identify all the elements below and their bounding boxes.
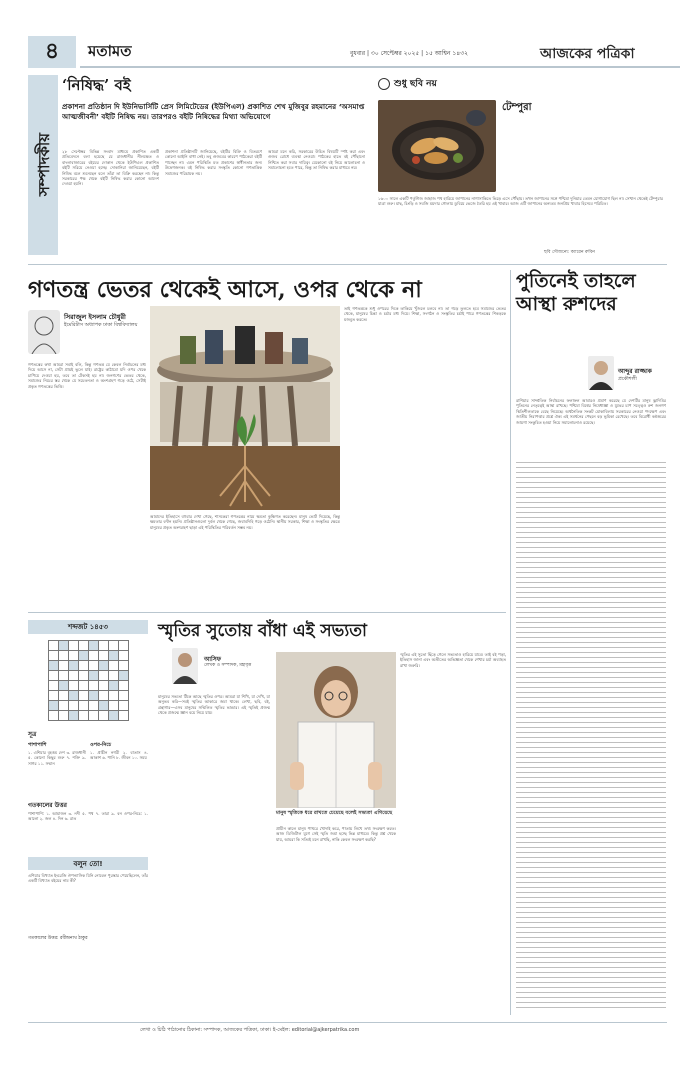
header-rule — [80, 66, 680, 68]
header-date: বুধবার | ৩০ সেপ্টেম্বর ২০২৫ | ১৫ আশ্বিন ১৪৩২ — [350, 50, 468, 57]
main-author-role: ইমেরিটাস অধ্যাপক ঢাকা বিশ্ববিদ্যালয় — [64, 322, 138, 328]
photo-feature-title: টেম্পুরা — [502, 102, 532, 113]
second-author-name: আসিফ — [204, 656, 222, 663]
tempura-photo — [378, 100, 496, 192]
bolun-to-answer: গতকালের উত্তর: রবীন্দ্রনাথ ঠাকুর — [28, 936, 88, 941]
main-author-box — [28, 306, 138, 360]
answers-text: পাশাপাশি: ১. আমাজন ৩. নদী ৫. পথ ৭. তারা ৯. বন ওপর-নিচে: ১. আলো ২. জল ৪. দিন ৬. রাত — [28, 811, 148, 822]
editorial-body-col-2: প্রকাশনা প্রতিষ্ঠানটি জানিয়েছে, বইটির বিক্রি ও বিতরণে কোনো আইনি বাধা নেই। তবু গুজবের কারণে পাঠকেরা বইটি পাচ্ছেন না। এমন পরিস্থিতি মত প্রকাশের স্বাধীনতার জন্য উদ্বেগজনক। বই নিষিদ্ধ করার সংস্কৃতি কোনো গণতান্ত্রিক সমাজের পরিচায়ক নয়। — [165, 149, 262, 176]
bolun-to-title-bar — [28, 857, 148, 870]
crossword-title: শব্দজট ১৪৫৩ — [68, 623, 108, 631]
down-heading: ওপর-নিচে — [90, 742, 112, 748]
main-body-col-1: গণতন্ত্রের কথা আমরা সবাই বলি, কিন্তু গণতন্ত্র যে কেবল নির্বাচনের মধ্য দিয়ে আসে না, সেটা প্রায়ই ভুলে যাই। রাষ্ট্রের কাঠামো যদি ওপর থেকে চাপিয়ে দেওয়া হয়, তবে তা টেকসই হয় না। জনগণের ভেতর থেকে, সমাজের নিচের স্তর থেকে যে সচেতনতা ও অংশগ্রহণ গড়ে ওঠে, সেটাই প্রকৃত গণতন্ত্রের ভিত্তি। — [28, 362, 146, 389]
second-author-photo — [172, 648, 198, 684]
sidebar-label: সম্পাদকীয় — [34, 133, 53, 197]
right-body: রাশিয়ার সাম্প্রতিক নির্বাচনের ফলাফল আবারও প্রমাণ করেছে যে দেশটির মানুষ ভ্লাদিমির পুতিনের নেতৃত্বেই আস্থা রাখছে। পশ্চিমা বিশ্বের নিষেধাজ্ঞা ও যুদ্ধের চাপ সত্ত্বেও রুশ জনগণ স্থিতিশীলতাকে বেছে নিয়েছে। অর্থনৈতিক সংকট মোকাবিলায় সরকারের নেওয়া পদক্ষেপ এবং জাতীয় নিরাপত্তার প্রশ্নে ঐক্য এই সমর্থনের পেছনে বড় ভূমিকা রেখেছে। তবে বিরোধী কণ্ঠস্বরের জায়গা সংকুচিত হওয়া নিয়ে সমালোচনাও রয়েছে। — [516, 398, 666, 425]
second-body-col-2: প্রাচীন কালে মানুষ পাথরে খোদাই করে, পাতায় লিখে তথ্য সংরক্ষণ করত। আজ ডিজিটাল যুগে সেই স্মৃতি জমা হচ্ছে ভিন্ন মাধ্যমে। কিন্তু প্রশ্ন থেকে যায়, আমরা কি সত্যিই মনে রাখছি, নাকি কেবল সংরক্ষণ করছি? — [276, 826, 396, 842]
crossword-grid[interactable] — [48, 640, 129, 721]
editorial-body-col-3: আমরা মনে করি, সরকারের উচিত বিষয়টি স্পষ্ট করা এবং গুজব রোধে ব্যবস্থা নেওয়া। পাঠকের হাতে বই পৌঁছানো নিশ্চিত করা সবার দায়িত্ব। যেকোনো বই নিয়ে আলোচনা ও সমালোচনা হতে পারে, কিন্তু তা নিষিদ্ধ করার মাধ্যমে নয়। — [268, 149, 365, 171]
section-divider-1 — [28, 264, 667, 265]
main-illustration — [150, 306, 340, 510]
main-headline: গণতন্ত্র ভেতর থেকেই আসে, ওপর থেকে না — [28, 277, 422, 303]
editorial-body-col-1: ২৮ সেপ্টেম্বর বিভিন্ন সংবাদ মাধ্যমে প্রকাশিত একটি প্রতিবেদনে বলা হয়েছে যে রাজধানীর নীলক্ষেত ও বাংলাবাজারের বইয়ের দোকান থেকে ইউপিএল প্রকাশিত বইটি সরিয়ে নেওয়া হচ্ছে। দোকানিরা জানিয়েছেন, বইটি নিষিদ্ধ বলে শুনেছেন বলে তাঁরা তা বিক্রি করছেন না। কিন্তু সরকারের পক্ষ থেকে বইটি নিষিদ্ধ করার কোনো আদেশ দেওয়া হয়নি। — [62, 149, 159, 187]
crossword-title-bar — [28, 620, 148, 634]
right-column — [516, 270, 668, 1020]
right-headline: পুতিনেই তাহলে আস্থা রুশদের — [516, 270, 636, 315]
bolun-to-title: বলুন তো! — [73, 859, 103, 868]
column-divider-right — [510, 270, 511, 1015]
clues-heading: সূত্র — [28, 731, 37, 738]
author-portrait-sketch — [28, 310, 60, 354]
bolun-to-body: এশিয়ার বিখ্যাত ইংরেজি ঔপন্যাসিক যিনি নোবেল পুরস্কার পেয়েছিলেন, তাঁর একটি বিখ্যাত বইয়ের নাম কী? — [28, 873, 148, 884]
right-author-role: প্রকৌশলী — [618, 376, 637, 382]
second-headline: স্মৃতির সুতোয় বাঁধা এই সভ্যতা — [158, 621, 367, 641]
second-author-portrait — [172, 648, 198, 684]
photo-credit: ছবি সৌজন্যে: ক্যারেন রুবিন — [544, 250, 595, 255]
right-author-photo — [588, 356, 614, 390]
tempura-plate-illustration — [378, 100, 496, 192]
second-photo — [276, 652, 396, 808]
photo-feature — [372, 74, 667, 260]
right-author-portrait — [588, 356, 614, 390]
masthead-logo: আজকের পত্রিকা — [540, 46, 635, 62]
camera-icon — [378, 78, 390, 90]
right-body-continued — [516, 462, 666, 1012]
footer-text: লেখা ও চিঠি পাঠানোর ঠিকানা: সম্পাদক, আজকের পত্রিকা, ঢাকা। ই-মেইল: editorial@ajkerpatrika.com — [140, 1027, 360, 1033]
editorial-subtitle: প্রকাশনা প্রতিষ্ঠান দি ইউনিভার্সিটি প্রেস লিমিটেডের (ইউপিএল) প্রকাশিত শেখ মুজিবুর রহমানের ‘অসমাপ্ত আত্মজীবনী’ বইটি নিষিদ্ধ নয়। তারপরও বইটি নিষিদ্ধের মিথ্যা অভিযোগে — [62, 102, 365, 121]
second-body-col-3: স্মৃতির এই সুতো ছিঁড়ে গেলে সভ্যতাও হারিয়ে যাবে। তাই বই পড়া, ইতিহাস জানা এবং অতীতের অভিজ্ঞতা থেকে শেখার চর্চা অব্যাহত রাখা জরুরি। — [400, 652, 506, 668]
crossword-box — [28, 620, 148, 1015]
down-clues: ১. প্রাচীন নগরী ২. বাতাস ৪. আকাশ ৬. পানি ৮. জীবন ১০. সময় — [90, 750, 148, 761]
across-heading: পাশাপাশি — [28, 742, 47, 748]
author-portrait — [28, 310, 60, 354]
second-author-role: লেখক ও সম্পাদক, মহাবৃত্ত — [204, 663, 252, 668]
footer-rule — [28, 1022, 667, 1023]
editorial-section — [62, 74, 367, 260]
woman-with-book-photo — [276, 652, 396, 808]
answers-heading: গতকালের উত্তর — [28, 802, 67, 809]
second-body-col-1: মানুষের সভ্যতা টিকে আছে স্মৃতির ওপর। আমরা যা শিখি, যা দেখি, যা অনুভব করি—সবই স্মৃতির আকারে জমা থাকে। লেখা, ছবি, বই, গ্রন্থাগার—এসব মানুষের সম্মিলিত স্মৃতির ভান্ডার। এই স্মৃতিই প্রজন্ম থেকে প্রজন্মে জ্ঞান বয়ে নিয়ে যায়। — [158, 694, 270, 716]
page-number-box — [28, 36, 76, 68]
page-number: ৪ — [44, 38, 60, 64]
right-author-name: আব্দুর রাজ্জাক — [618, 368, 652, 375]
section-name: মতামত — [88, 42, 132, 60]
main-author-name: সিরাজুল ইসলাম চৌধুরী — [64, 313, 126, 321]
across-clues: ১. এশিয়ার বৃহত্তম দেশ ৩. রাজধানী ৫. কোনো কিছুর শুরু ৭. শক্তি ৯. সাগর ১১. সম্মান — [28, 750, 86, 766]
photo-feature-body: ১৬০০ সালে একটি পর্তুগিজ জাহাজ পথ হারিয়ে জাপানের নাগাসাকিতে ভিড়ে এসে পৌঁছায়। তখন জাপানের সঙ্গে পশ্চিমা দুনিয়ার তেমন যোগাযোগ ছিল না। সেখান থেকেই টেম্পুরার যাত্রা শুরু। মাছ, চিংড়ি ও সবজি ময়দার গোলায় ডুবিয়ে ভেজে তৈরি হয় এই খাবার। আজ এটি জাপানের অন্যতম জনপ্রিয় খাবার হিসেবে পরিচিত। — [378, 196, 663, 207]
photo-feature-tag: শুধু ছবি নয় — [378, 76, 437, 91]
second-author-box — [158, 648, 268, 692]
editorial-sidebar — [28, 75, 58, 255]
main-body-col-3: তাই গণতন্ত্রকে শুধু ওপরের দিকে তাকিয়ে খুঁজলে চলবে না। তা গড়ে তুলতে হবে সমাজের ভেতর থেকে, মানুষের চিন্তা ও চর্চার মধ্য দিয়ে। শিক্ষা, সংগঠন ও সংস্কৃতির চর্চাই পারে গণতন্ত্রের শিকড়কে মজবুত করতে। — [344, 306, 506, 322]
main-body-col-2: আমাদের ইতিহাসে বহুবার দেখা গেছে, শাসকেরা গণতন্ত্রের নামে ক্ষমতা কুক্ষিগত করেছেন। মানুষ ভোট দিয়েছে, কিন্তু ক্ষমতার বণ্টন হয়নি। প্রতিষ্ঠানগুলো দুর্বল থেকে গেছে, জবাবদিহি গড়ে ওঠেনি। স্থানীয় সরকার, শিক্ষা ও সংস্কৃতির ক্ষেত্রে মানুষের প্রকৃত অংশগ্রহণ ছাড়া এই পরিস্থিতির পরিবর্তন সম্ভব নয়। — [150, 514, 340, 530]
page-header — [20, 0, 687, 64]
second-photo-caption: মানুষ স্মৃতিকে ধরে রাখতে চেয়েছে বলেই সভ্যতা এগিয়েছে — [276, 810, 393, 816]
section-divider-2 — [28, 612, 506, 613]
editorial-title: ‘নিষিদ্ধ’ বই — [62, 76, 131, 94]
democracy-illustration — [150, 306, 340, 510]
